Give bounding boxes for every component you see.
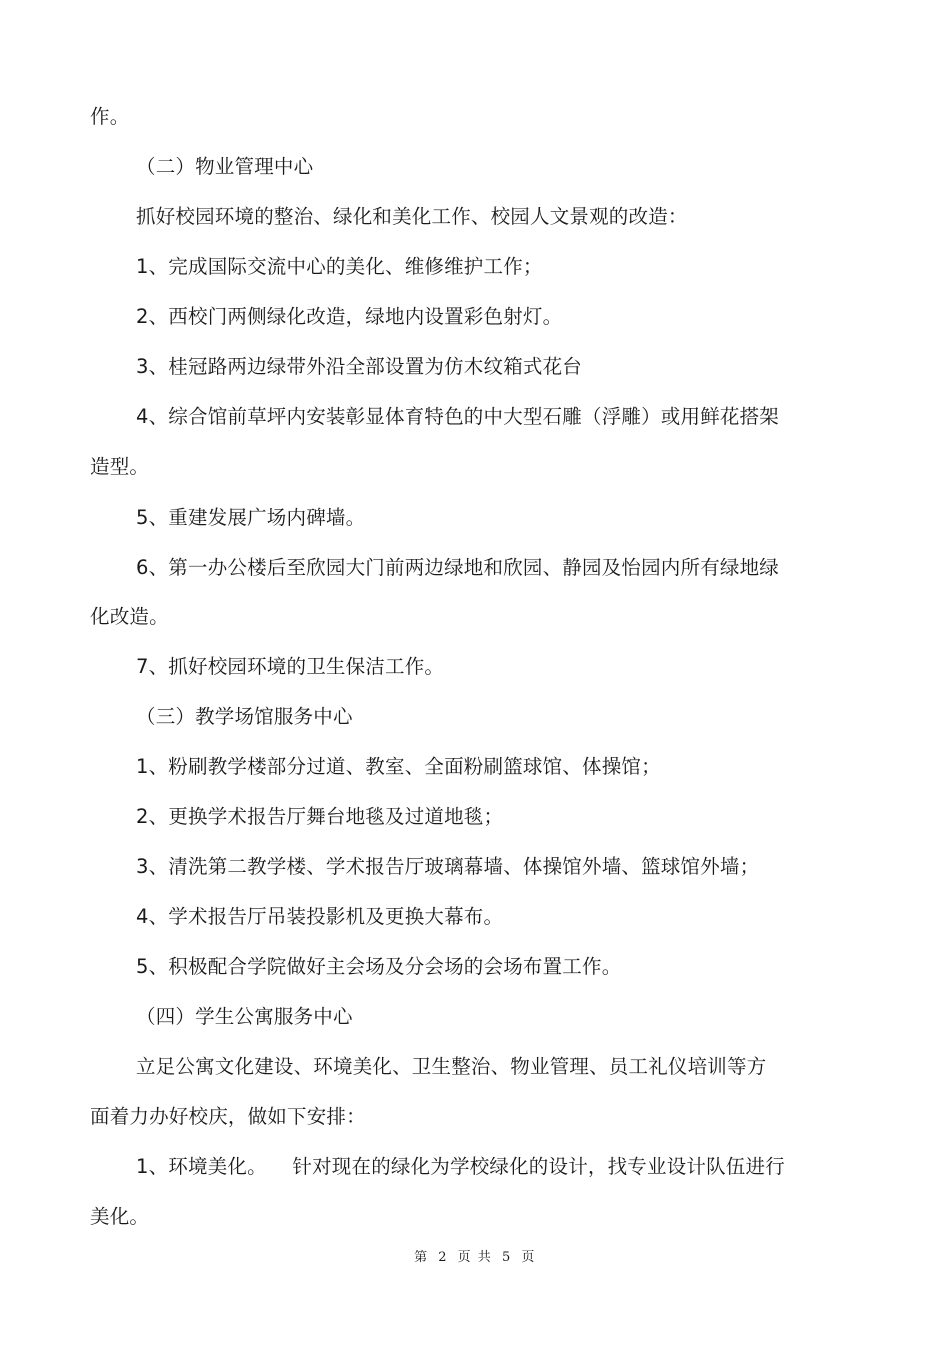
list-item: 6、第一办公楼后至欣园大门前两边绿地和欣园、静园及怡园内所有绿地绿	[136, 556, 780, 579]
list-item-continuation: 造型。	[90, 455, 150, 478]
footer-prefix: 第	[414, 1250, 429, 1265]
current-page-number: 2	[438, 1250, 449, 1265]
list-item: 1、环境美化。 针对现在的绿化为学校绿化的设计，找专业设计队伍进行	[136, 1155, 785, 1178]
list-item: 5、重建发展广场内碑墙。	[136, 506, 366, 529]
page-footer	[0, 1246, 950, 1265]
section-heading: （四）学生公寓服务中心	[136, 1005, 353, 1028]
list-item-continuation: 化改造。	[90, 605, 169, 628]
list-item: 3、清洗第二教学楼、学术报告厅玻璃幕墙、体操馆外墙、篮球馆外墙；	[136, 855, 760, 878]
list-item: 3、桂冠路两边绿带外沿全部设置为仿木纹箱式花台	[136, 355, 583, 378]
list-item-continuation: 美化。	[90, 1205, 150, 1228]
total-page-number: 5	[501, 1250, 512, 1265]
paragraph-line: 立足公寓文化建设、环境美化、卫生整治、物业管理、员工礼仪培训等方	[136, 1055, 767, 1078]
list-item: 4、综合馆前草坪内安装彰显体育特色的中大型石雕（浮雕）或用鲜花搭架	[136, 405, 780, 428]
list-item: 5、积极配合学院做好主会场及分会场的会场布置工作。	[136, 955, 622, 978]
paragraph-continuation: 面着力办好校庆，做如下安排：	[90, 1105, 366, 1128]
list-item: 7、抓好校园环境的卫生保洁工作。	[136, 655, 445, 678]
text-line: 作。	[90, 105, 130, 128]
footer-suffix: 页	[521, 1250, 536, 1265]
list-item: 4、学术报告厅吊装投影机及更换大幕布。	[136, 905, 504, 928]
section-heading: （三）教学场馆服务中心	[136, 705, 353, 728]
list-item: 1、粉刷教学楼部分过道、教室、全面粉刷篮球馆、体操馆；	[136, 755, 661, 778]
list-item: 2、更换学术报告厅舞台地毯及过道地毯；	[136, 805, 504, 828]
footer-middle: 页 共	[457, 1250, 493, 1265]
list-item: 2、西校门两侧绿化改造，绿地内设置彩色射灯。	[136, 305, 563, 328]
list-item: 1、完成国际交流中心的美化、维修维护工作；	[136, 255, 543, 278]
section-heading: （二）物业管理中心	[136, 155, 314, 178]
paragraph-line: 抓好校园环境的整治、绿化和美化工作、校园人文景观的改造：	[136, 205, 688, 228]
